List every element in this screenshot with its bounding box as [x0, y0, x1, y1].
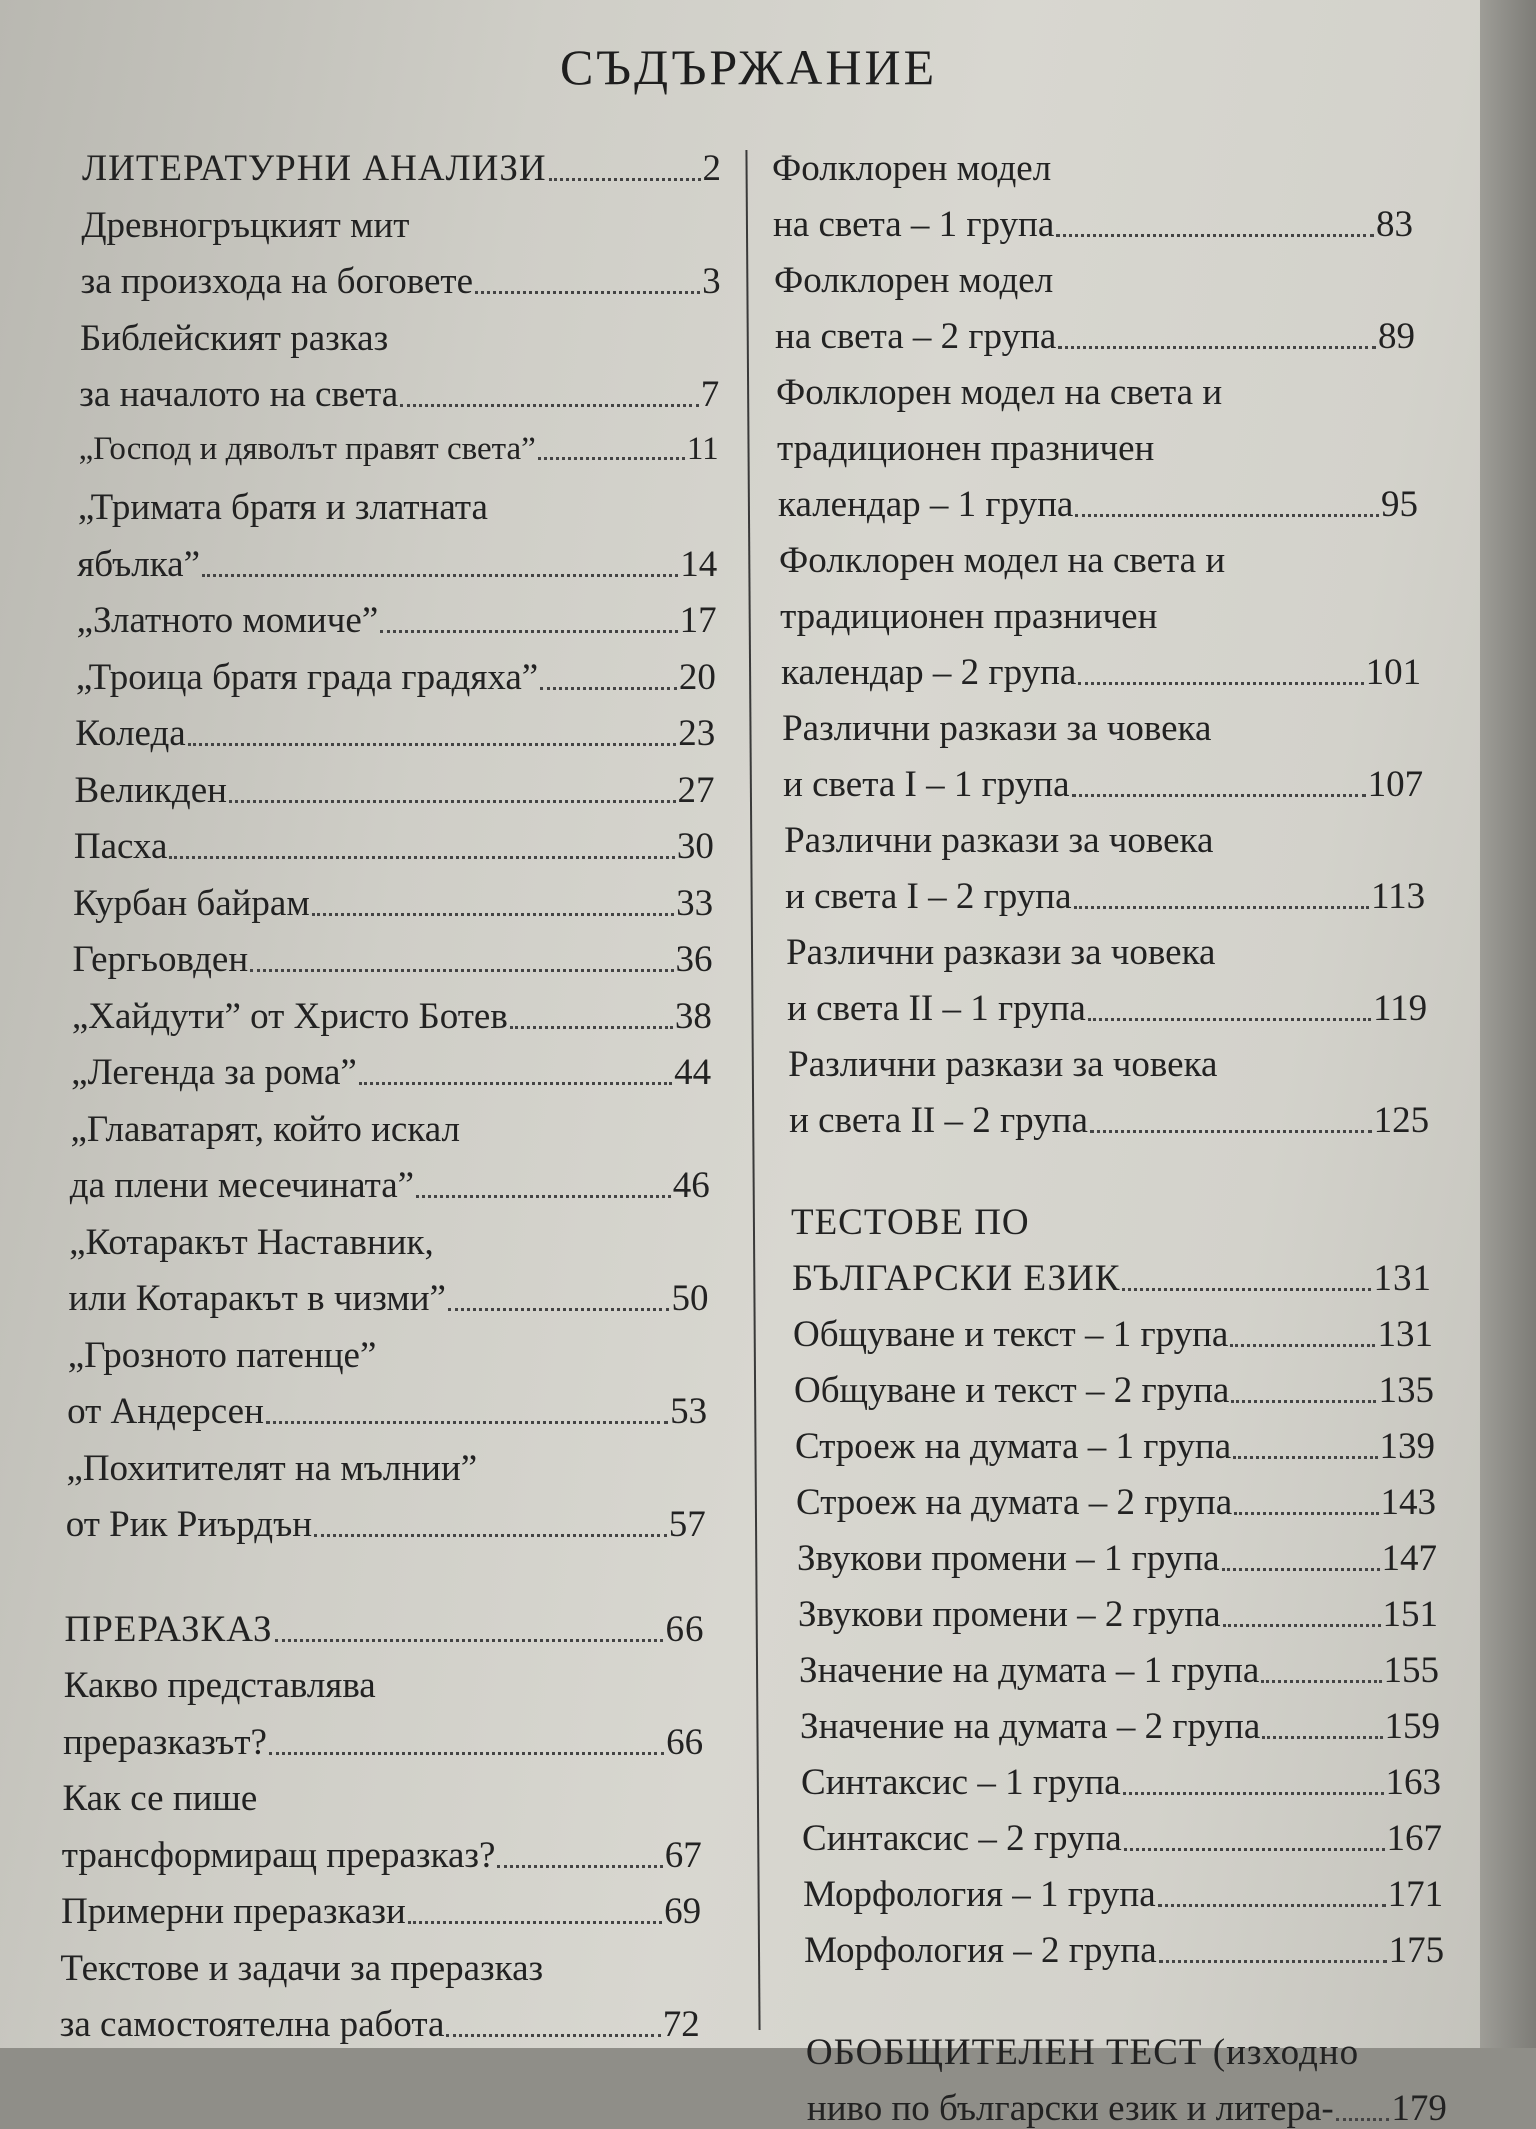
toc-entry: [75, 715, 715, 752]
toc-entry-title: и света I – 1 група: [783, 764, 1070, 805]
toc-entry-title: Значение на думата – 2 група: [800, 1706, 1261, 1747]
toc-page-number: 139: [1379, 1426, 1435, 1467]
toc-entry-title: ябълка”: [77, 543, 201, 585]
toc-line: „Тримата братя и златната: [77, 487, 488, 528]
toc-entry: [799, 1652, 1439, 1689]
toc-line: Различни разкази за човека: [786, 932, 1216, 973]
toc-entry-title: Морфология – 2 група: [804, 1930, 1157, 1971]
dot-leader: [266, 1421, 668, 1424]
dot-leader: [540, 687, 677, 690]
dot-leader: [510, 1026, 673, 1029]
toc-page-number: 2: [702, 148, 722, 189]
toc-line: Фолклорен модел: [772, 148, 1052, 189]
toc-page-number: 53: [670, 1391, 708, 1432]
toc-page-number: 131: [1373, 1258, 1432, 1299]
toc-page-number: 147: [1381, 1538, 1438, 1579]
column-divider: [745, 150, 760, 2030]
toc-entry: [60, 2006, 700, 2043]
dot-leader: [1075, 514, 1379, 517]
toc-entry-title: Значение на думата – 1 група: [799, 1650, 1260, 1691]
toc-entry-title: Синтаксис – 2 група: [802, 1818, 1122, 1859]
toc-entry: [773, 206, 1413, 243]
dot-leader: [1336, 2118, 1390, 2121]
toc-entry: [775, 318, 1415, 355]
toc-page-number: 23: [678, 713, 716, 754]
toc-entry: [81, 263, 721, 300]
dot-leader: [446, 2034, 660, 2037]
toc-entry: [78, 430, 719, 467]
toc-entry: [73, 882, 714, 924]
toc-entry: [792, 1260, 1432, 1297]
toc-entry-title: за самостоятелна работа: [59, 2004, 445, 2045]
toc-entry: [796, 1484, 1436, 1521]
toc-line: Какво представлява: [63, 1665, 376, 1706]
toc-page-number: 36: [675, 939, 713, 980]
toc-entry-title: ниво по български език и литера-: [806, 2088, 1334, 2129]
toc-entry-title: и света II – 1 група: [787, 988, 1086, 1029]
toc-entry-title: или Котаракът в чизми”: [68, 1278, 446, 1319]
toc-page-number: 179: [1391, 2088, 1447, 2129]
toc-entry-title: преразказът?: [63, 1721, 267, 1763]
toc-line: Как се пише: [62, 1778, 258, 1819]
dot-leader: [1262, 1736, 1382, 1739]
dot-leader: [538, 457, 685, 460]
toc-page-number: 30: [676, 826, 714, 867]
toc-line: Фолклорен модел на света и: [776, 372, 1223, 413]
toc-page-number: 175: [1388, 1930, 1445, 1971]
toc-entry: [66, 1506, 706, 1543]
toc-page-number: 89: [1378, 316, 1416, 357]
toc-entry: [783, 766, 1423, 803]
dot-leader: [1261, 1680, 1381, 1683]
toc-entry: [68, 1280, 708, 1317]
toc-entry-title: календар – 1 група: [778, 484, 1074, 525]
toc-entry: [800, 1708, 1440, 1745]
toc-page-number: 33: [676, 882, 714, 924]
toc-entry-title: Примерни преразкази: [61, 1891, 406, 1932]
toc-entry-title: и света I – 2 група: [785, 876, 1072, 917]
dot-leader: [1158, 1904, 1386, 1907]
dot-leader: [202, 574, 678, 577]
toc-entry: [73, 941, 713, 978]
toc-page-number: 7: [700, 374, 720, 415]
dot-leader: [1072, 794, 1366, 797]
toc-line: „Грозното патенце”: [67, 1334, 377, 1376]
toc-entry-title: Общуване и текст – 1 група: [792, 1314, 1229, 1355]
toc-page-number: 167: [1386, 1818, 1443, 1859]
dot-leader: [1088, 1018, 1371, 1021]
toc-entry: [82, 150, 722, 187]
toc-entry-title: за произхода на боговете: [80, 261, 473, 302]
toc-entry-title: Пасха: [73, 826, 168, 867]
toc-entry: [781, 654, 1421, 691]
toc-page-number: 44: [674, 1052, 712, 1093]
toc-entry: [63, 1721, 704, 1763]
toc-line: традиционен празничен: [777, 428, 1155, 469]
toc-entry: [803, 1876, 1443, 1913]
toc-entry: [804, 1932, 1444, 1969]
toc-entry: [79, 376, 719, 413]
toc-line: Фолклорен модел: [774, 260, 1054, 301]
toc-page-number: 50: [671, 1278, 709, 1319]
toc-entry-title: „Хайдути” от Христо Ботев: [71, 995, 508, 1037]
toc-line: Различни разкази за човека: [784, 820, 1214, 861]
dot-leader: [1078, 682, 1363, 685]
dot-leader: [1234, 1512, 1378, 1515]
toc-page-number: 107: [1367, 764, 1424, 805]
toc-entry: [787, 990, 1427, 1027]
toc-page-number: 155: [1383, 1650, 1440, 1691]
toc-page-number: 119: [1372, 988, 1428, 1029]
dot-leader: [169, 856, 674, 859]
toc-entry: [71, 995, 712, 1037]
toc-page-number: 27: [677, 769, 715, 811]
toc-page-number: 101: [1365, 652, 1422, 693]
toc-entry-title: на света – 2 група: [775, 316, 1057, 357]
toc-entry-title: Звукови промени – 2 група: [798, 1594, 1221, 1635]
toc-line: традиционен празничен: [780, 596, 1158, 637]
toc-page-number: 143: [1380, 1482, 1436, 1523]
dot-leader: [1222, 1568, 1380, 1571]
dot-leader: [1231, 1400, 1376, 1403]
dot-leader: [229, 800, 676, 803]
toc-entry: [61, 1893, 701, 1930]
toc-entry-title: на света – 1 група: [773, 204, 1055, 245]
toc-line: Библейският разказ: [79, 317, 389, 359]
dot-leader: [448, 1308, 669, 1311]
dot-leader: [497, 1865, 662, 1868]
dot-leader: [275, 1639, 664, 1642]
toc-page-number: 17: [679, 600, 717, 641]
dot-leader: [1056, 234, 1374, 237]
dot-leader: [380, 630, 677, 633]
dot-leader: [1058, 346, 1376, 349]
toc-line: Различни разкази за човека: [788, 1044, 1218, 1085]
toc-entry: [801, 1764, 1441, 1801]
toc-line: ТЕСТОВЕ ПО: [790, 1202, 1030, 1243]
dot-leader: [1223, 1624, 1381, 1627]
toc-entry: [64, 1608, 705, 1650]
toc-entry-title: БЪЛГАРСКИ ЕЗИК: [791, 1258, 1121, 1299]
toc-entry: [794, 1372, 1434, 1409]
toc-line: „Главатарят, който искал: [70, 1108, 460, 1150]
toc-entry-title: „Господ и дяволът правят света”: [78, 430, 536, 467]
dot-leader: [1074, 906, 1369, 909]
dot-leader: [400, 404, 699, 407]
toc-entry: [789, 1102, 1429, 1139]
toc-entry: [67, 1393, 707, 1430]
toc-entry: [797, 1540, 1437, 1577]
toc-entry: [77, 602, 717, 639]
toc-entry-title: Курбан байрам: [73, 882, 310, 924]
toc-page-number: 69: [664, 1891, 702, 1932]
toc-page-number: 163: [1385, 1762, 1442, 1803]
dot-leader: [1159, 1960, 1387, 1963]
toc-entry-title: „Легенда за рома”: [71, 1052, 357, 1093]
toc-entry: [77, 543, 718, 585]
toc-entry-title: Строеж на думата – 1 група: [795, 1426, 1232, 1467]
toc-page-number: 135: [1378, 1370, 1434, 1411]
toc-line: „Котаракът Наставник,: [69, 1221, 434, 1263]
toc-page-number: 38: [674, 995, 712, 1037]
dot-leader: [1123, 1792, 1384, 1795]
toc-page-number: 113: [1370, 876, 1426, 917]
toc-entry-title: календар – 2 група: [781, 652, 1077, 693]
toc-entry-title: Великден: [74, 769, 227, 811]
toc-entry-title: Общуване и текст – 2 група: [793, 1370, 1230, 1411]
toc-entry: [71, 1054, 711, 1091]
toc-entry-title: от Рик Риърдън: [65, 1504, 313, 1545]
toc-entry-title: ЛИТЕРАТУРНИ АНАЛИЗИ: [82, 148, 547, 189]
toc-page-number: 159: [1384, 1706, 1441, 1747]
dot-leader: [250, 969, 673, 972]
toc-entry-title: да плени месечината”: [69, 1165, 415, 1206]
toc-page-number: 66: [666, 1721, 704, 1763]
toc-line: Фолклорен модел на света и: [779, 540, 1226, 581]
dot-leader: [188, 743, 677, 746]
dot-leader: [314, 1534, 667, 1537]
toc-entry-title: ПРЕРАЗКАЗ: [64, 1608, 273, 1650]
toc-line: „Похитителят на мълнии”: [66, 1447, 478, 1489]
next-page-edge: [1480, 0, 1536, 2048]
toc-page-number: 46: [672, 1165, 710, 1206]
toc-entry: [795, 1428, 1435, 1465]
toc-entry-title: Звукови промени – 1 група: [797, 1538, 1220, 1579]
toc-entry-title: трансформиращ преразказ?: [61, 1834, 496, 1876]
toc-entry: [75, 656, 716, 698]
toc-entry-title: „Златното момиче”: [76, 600, 379, 641]
toc-entry-title: и света II – 2 група: [789, 1100, 1088, 1141]
toc-page-number: 20: [678, 656, 716, 698]
toc-line: Текстове и задачи за преразказ: [60, 1947, 544, 1989]
toc-entry-title: Морфология – 1 група: [803, 1874, 1156, 1915]
toc-page-number: 67: [664, 1834, 702, 1876]
dot-leader: [1230, 1344, 1375, 1347]
dot-leader: [1233, 1456, 1377, 1459]
toc-entry: [807, 2090, 1447, 2127]
toc-entry: [785, 878, 1425, 915]
toc-entry: [802, 1820, 1442, 1857]
dot-leader: [1122, 1288, 1371, 1291]
dot-leader: [416, 1195, 671, 1198]
dot-leader: [549, 178, 701, 181]
dot-leader: [1124, 1848, 1385, 1851]
toc-page-number: 125: [1373, 1100, 1430, 1141]
toc-entry: [74, 769, 715, 811]
toc-entry-title: за началото на света: [79, 374, 399, 415]
toc-page-number: 3: [702, 261, 721, 302]
toc-page-number: 83: [1376, 204, 1413, 245]
toc-page-number: 57: [668, 1504, 706, 1545]
toc-line: Древногръцкият мит: [81, 204, 410, 246]
page-title: СЪДЪРЖАНИЕ: [560, 39, 938, 95]
toc-entry-title: „Троица братя града градяха”: [75, 656, 539, 698]
toc-entry-title: от Андерсен: [67, 1391, 264, 1432]
toc-page-number: 66: [665, 1608, 705, 1650]
toc-page-number: 72: [662, 2004, 700, 2045]
toc-entry: [793, 1316, 1433, 1353]
toc-page-number: 151: [1382, 1594, 1439, 1635]
dot-leader: [359, 1082, 672, 1085]
dot-leader: [475, 291, 700, 294]
dot-leader: [312, 913, 674, 916]
toc-entry: [61, 1834, 702, 1876]
toc-entry: [798, 1596, 1438, 1633]
toc-entry: [74, 828, 714, 865]
toc-page-number: 11: [686, 430, 719, 467]
dot-leader: [1090, 1130, 1372, 1133]
dot-leader: [269, 1752, 664, 1755]
toc-page-number: 171: [1387, 1874, 1444, 1915]
toc-page-number: 95: [1381, 484, 1419, 525]
toc-page-number: 131: [1377, 1314, 1433, 1355]
toc-entry: [778, 486, 1418, 523]
toc-entry-title: Строеж на думата – 2 група: [796, 1482, 1233, 1523]
toc-line: ОБОБЩИТЕЛЕН ТЕСТ (изходно: [805, 2032, 1360, 2073]
toc-line: Различни разкази за човека: [782, 708, 1212, 749]
toc-entry-title: Синтаксис – 1 група: [801, 1762, 1121, 1803]
toc-entry: [70, 1167, 710, 1204]
dot-leader: [408, 1921, 662, 1924]
toc-entry-title: Гергьовден: [72, 939, 249, 980]
toc-entry-title: Коледа: [75, 713, 186, 754]
toc-page-number: 14: [680, 543, 718, 585]
